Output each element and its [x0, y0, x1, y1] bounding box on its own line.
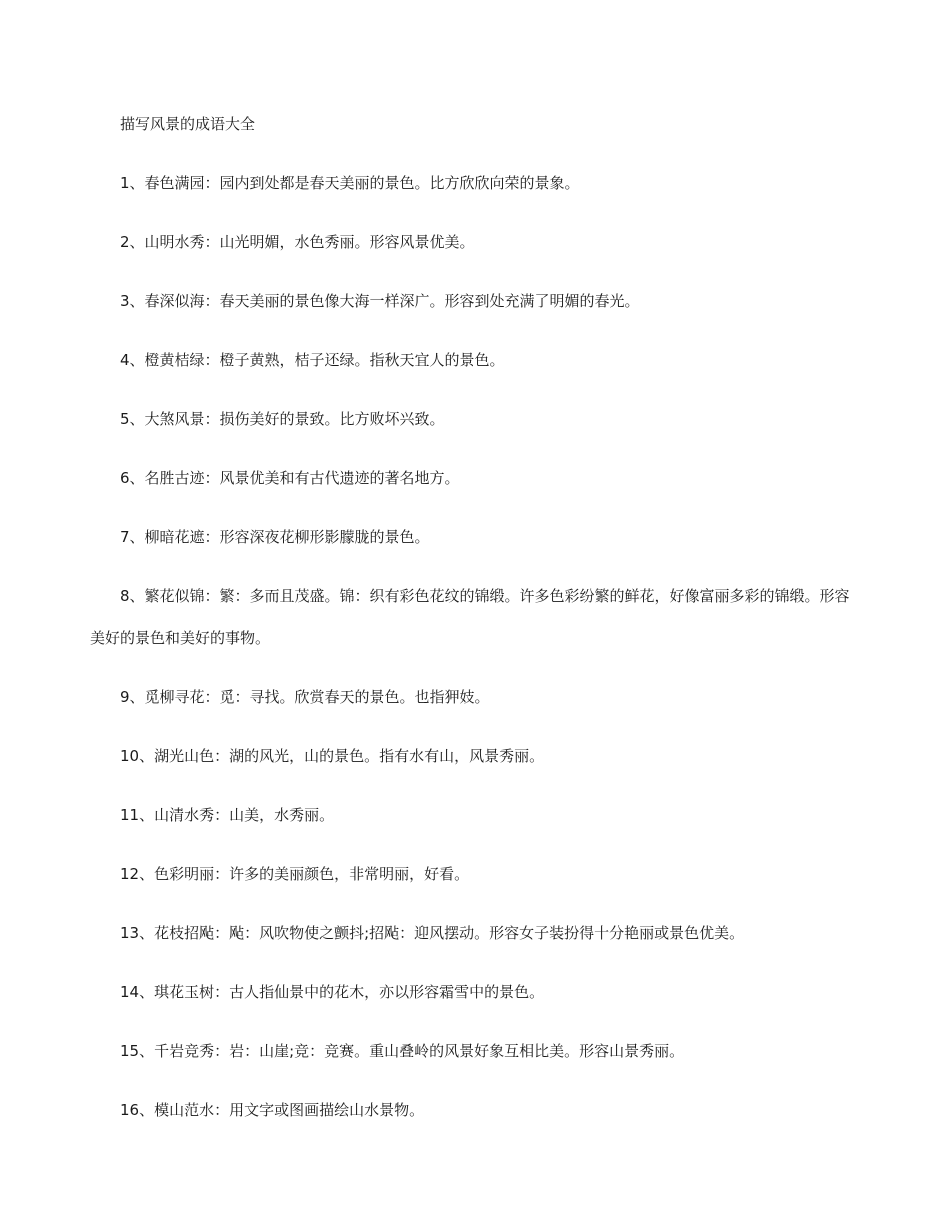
document-title: 描写风景的成语大全 — [120, 115, 256, 133]
list-item: 16、模山范水：用文字或图画描绘山水景物。 — [120, 1101, 425, 1119]
list-item: 10、湖光山色：湖的风光，山的景色。指有水有山，风景秀丽。 — [120, 747, 545, 765]
list-item: 9、觅柳寻花：觅：寻找。欣赏春天的景色。也指狎妓。 — [120, 688, 490, 706]
list-item: 11、山清水秀：山美，水秀丽。 — [120, 806, 335, 824]
list-item: 12、色彩明丽：许多的美丽颜色，非常明丽，好看。 — [120, 865, 470, 883]
list-item: 15、千岩竞秀：岩：山崖;竞：竞赛。重山叠岭的风景好象互相比美。形容山景秀丽。 — [120, 1042, 685, 1060]
list-item: 14、琪花玉树：古人指仙景中的花木，亦以形容霜雪中的景色。 — [120, 983, 545, 1001]
list-item: 2、山明水秀：山光明媚，水色秀丽。形容风景优美。 — [120, 233, 475, 251]
idiom-list — [90, 172, 858, 1121]
list-item: 1、春色满园：园内到处都是春天美丽的景色。比方欣欣向荣的景象。 — [120, 174, 580, 192]
list-item: 4、橙黄桔绿：橙子黄熟，桔子还绿。指秋天宜人的景色。 — [120, 351, 505, 369]
list-item: 8、繁花似锦：繁：多而且茂盛。锦：织有彩色花纹的锦缎。许多色彩纷繁的鲜花，好像富丽多彩的锦缎。形容美好的景色和美好的事物。 — [90, 587, 850, 647]
list-item: 3、春深似海：春天美丽的景色像大海一样深广。形容到处充满了明媚的春光。 — [120, 292, 640, 310]
list-item: 6、名胜古迹：风景优美和有古代遗迹的著名地方。 — [120, 469, 460, 487]
list-item: 7、柳暗花遮：形容深夜花柳形影朦胧的景色。 — [120, 528, 430, 546]
list-item: 5、大煞风景：损伤美好的景致。比方败坏兴致。 — [120, 410, 445, 428]
list-item: 13、花枝招飐：飐：风吹物使之颤抖;招飐：迎风摆动。形容女子装扮得十分艳丽或景色优美。 — [120, 924, 745, 942]
